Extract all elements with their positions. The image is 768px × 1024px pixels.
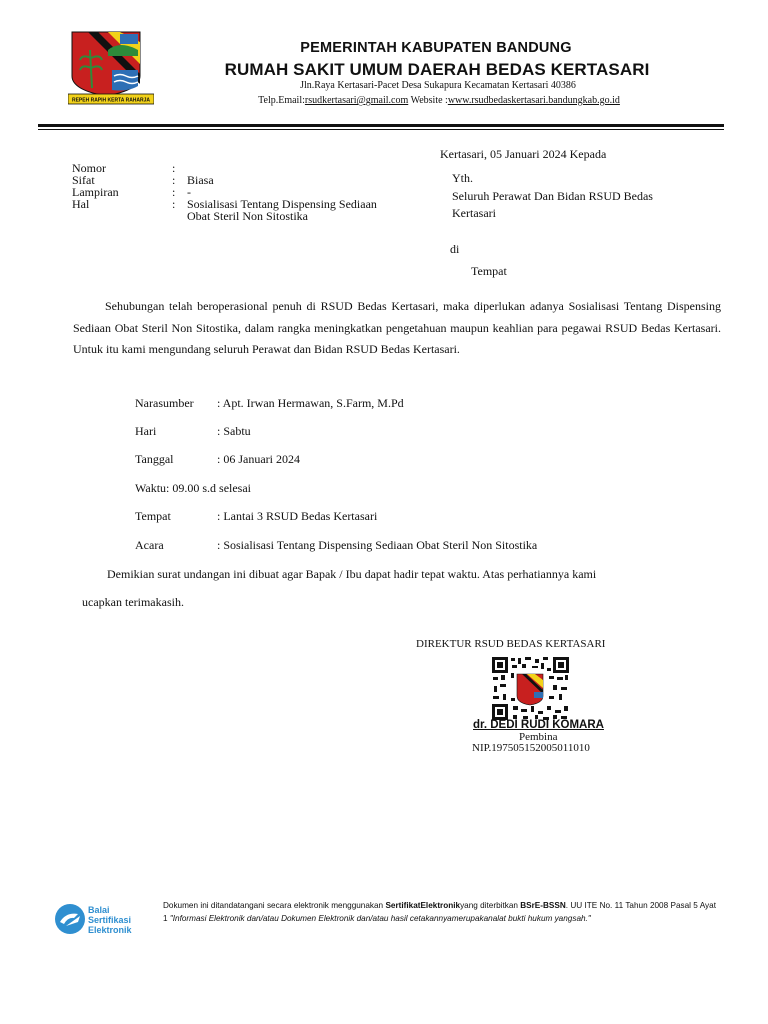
waktu-line: Waktu: 09.00 s.d selesai (135, 481, 252, 495)
website-link[interactable]: www.rsudbedaskertasari.bandungkab.go.id (447, 95, 620, 106)
email-link[interactable]: rsudkertasari@gmail.com (304, 95, 409, 106)
tempat-label: Tempat (471, 264, 507, 278)
sifat-colon: : (172, 173, 176, 187)
bse-label-line1: Balai (88, 905, 110, 915)
bse-label-line3: Elektronik (88, 925, 132, 935)
hal-label: Hal (72, 197, 90, 211)
recipient-line1: Seluruh Perawat Dan Bidan RSUD Bedas (452, 189, 653, 203)
tempat-detail-value: : Lantai 3 RSUD Bedas Kertasari (217, 509, 378, 523)
yth-label: Yth. (452, 171, 473, 185)
hari-value: : Sabtu (217, 424, 251, 438)
sifat-label: Sifat (72, 173, 95, 187)
date-line: Kertasari, 05 Januari 2024 Kepada (440, 147, 607, 161)
bsre-logo-icon (52, 902, 157, 936)
di-label: di (450, 242, 460, 256)
hospital-contact: Telp.Email:rsudkertasari@gmail.com Website :www.rsudbedaskertasari.bandungkab.go.id (258, 95, 620, 106)
tanggal-label: Tanggal (135, 452, 174, 466)
header-rule-thick (38, 124, 724, 127)
signature-title: DIREKTUR RSUD BEDAS KERTASARI (416, 638, 606, 650)
signature-qr-code (491, 656, 570, 721)
hari-label: Hari (135, 424, 157, 438)
closing-line1: Demikian surat undangan ini dibuat agar Bapak / Ibu dapat hadir tepat waktu. Atas perhatiannya kami (107, 567, 597, 581)
lampiran-label: Lampiran (72, 185, 119, 199)
hospital-address: Jln.Raya Kertasari-Pacet Desa Sukapura Kecamatan Kertasari 40386 (300, 80, 576, 91)
narasumber-value: : Apt. Irwan Hermawan, S.Farm, M.Pd (217, 396, 404, 410)
acara-label: Acara (135, 538, 164, 552)
lampiran-value: - (187, 185, 191, 199)
lampiran-colon: : (172, 185, 176, 199)
nomor-label: Nomor (72, 161, 106, 175)
logo-motto: REPEH RAPIH KERTA RAHARJA (71, 97, 151, 104)
esign-disclaimer: Dokumen ini ditandatangani secara elektronik menggunakan SertifikatElektronikyang diterbitkan BSrE-BSSN. UU ITE No. 11 Tahun 2008 Pasal 5 Ayat 1 "Informasi Elektronik dan/atau Dokumen Elektronik dan/atau hasil cetakannyamerupakanalat bukti hukum yangsah." (163, 901, 716, 923)
government-heading: PEMERINTAH KABUPATEN BANDUNG (300, 40, 572, 56)
bse-label-line2: Sertifikasi (88, 915, 132, 925)
sifat-value: Biasa (187, 173, 214, 187)
acara-value: : Sosialisasi Tentang Dispensing Sediaan Obat Steril Non Sitostika (217, 538, 538, 552)
tempat-detail-label: Tempat (135, 509, 171, 523)
signatory-rank: Pembina (519, 731, 558, 743)
hal-colon: : (172, 197, 176, 211)
hal-value-line1: Sosialisasi Tentang Dispensing Sediaan (187, 197, 377, 211)
signatory-name: dr. DEDI RUDI KOMARA (473, 719, 604, 731)
tanggal-value: : 06 Januari 2024 (217, 452, 300, 466)
signatory-nip: NIP.197505152005011010 (472, 742, 590, 754)
recipient-line2: Kertasari (452, 206, 496, 220)
nomor-colon: : (172, 161, 176, 175)
closing-line2: ucapkan terimakasih. (82, 595, 184, 609)
narasumber-label: Narasumber (135, 396, 194, 410)
header-rule-thin (38, 129, 724, 130)
opening-paragraph: Sehubungan telah beroperasional penuh di RSUD Bedas Kertasari, maka diperlukan adanya Sosialisasi Tentang Dispensing Sediaan Obat Steril Non Sitostika, dalam rangka meningkatkan pengetahuan maupun keahlian para pegawai RSUD Bedas Kertasari. Untuk itu kami mengundang seluruh Perawat dan Bidan RSUD Bedas Kertasari. (73, 299, 721, 356)
hospital-heading: RUMAH SAKIT UMUM DAERAH BEDAS KERTASARI (224, 60, 650, 79)
hal-value-line2: Obat Steril Non Sitostika (187, 209, 308, 223)
